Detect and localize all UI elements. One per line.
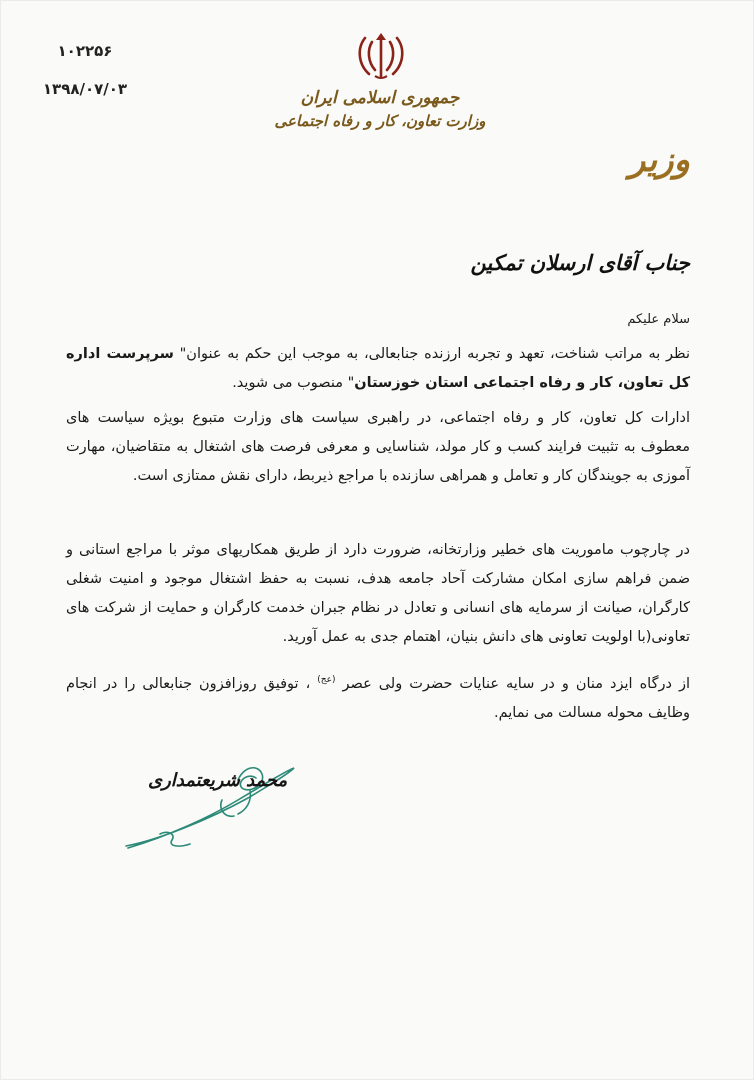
salutation: سلام علیکم	[627, 312, 690, 327]
letter-date: ۱۳۹۸/۰۷/۰۳	[42, 80, 128, 98]
paragraph-appointment-end: " منصوب می شوید.	[232, 375, 355, 391]
org-line-country: جمهوری اسلامی ایران	[300, 88, 460, 108]
appointment-position: سرپرست اداره کل تعاون، کار و رفاه اجتماعی استان خوزستان	[66, 346, 690, 391]
addressee: جناب آقای ارسلان تمکین	[470, 250, 690, 275]
minister-title: وزیر	[628, 140, 690, 180]
letter-number: ۱۰۲۲۵۶	[57, 42, 113, 60]
paragraph-closing-end: ، توفیق روزافزون جنابعالی را در انجام وظایف محوله مسالت می نمایم.	[66, 675, 690, 721]
paragraph-role: ادارات کل تعاون، کار و رفاه اجتماعی، در راهبری سیاست های وزارت متبوع بویژه سیاست های معطوف به تثبیت فرایند کسب و کار مولد، شناسایی و معرفی فرصت های اشتغال به متقاضیان، مهارت آموزی به جویندگان کار و تعامل و همراهی سازنده با مراجع ذیربط، دارای نقش ممتازی است.	[66, 410, 690, 484]
signatory-name: محمد شریعتمداری	[148, 770, 288, 791]
paragraph-appointment-intro: نظر به مراتب شناخت، تعهد و تجربه ارزنده جنابعالی، به موجب این حکم به عنوان"	[173, 346, 690, 362]
iran-emblem-icon	[353, 30, 409, 82]
paragraph-appointment	[66, 340, 690, 398]
paragraph-closing-start: از درگاه ایزد منان و در سایه عنایات حضرت ولی عصر	[335, 675, 690, 692]
paragraph-duties: در چارچوب ماموریت های خطیر وزارتخانه، ضرورت دارد از طریق همکاریهای موثر با مراجع استانی و ضمن فراهم سازی امکان مشارکت آحاد جامعه هدف، نسبت به حفظ اشتغال موجود و امنیت شغلی کارگران، صیانت از سرمایه های انسانی و تعادل در نظام جبران خدمت کارگران و حمایت از شرکت های تعاونی(با اولویت تعاونی های دانش بنیان، اهتمام جدی به عمل آورید.	[66, 542, 690, 645]
paragraph-closing	[66, 666, 690, 728]
org-line-ministry: وزارت تعاون، کار و رفاه اجتماعی	[274, 112, 486, 130]
honorific-superscript: (عج)	[317, 675, 336, 685]
